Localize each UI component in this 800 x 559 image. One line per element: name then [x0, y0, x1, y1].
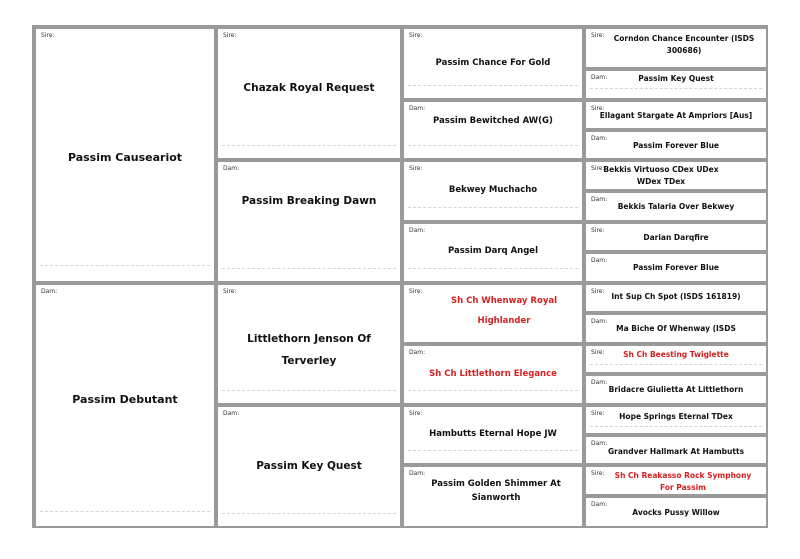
dam-sire-sire-name: Sh Ch Whenway Royal Highlander	[450, 296, 558, 326]
dam-dam-sire-box	[402, 405, 584, 465]
dam-sire-sire-box	[402, 283, 584, 344]
dam-label: Dam:	[409, 105, 426, 112]
sire-name: Passim Causeariot	[67, 151, 183, 164]
gen4-name: Grandver Hallmark At Hambutts	[607, 447, 745, 456]
gen4-box: Sire: Sh Ch Beesting Twiglette	[584, 344, 768, 374]
gen4-name: Sh Ch Beesting Twiglette	[623, 350, 729, 359]
gen4-box: Sire: Bekkis Virtuoso CDex UDex WDex TDex	[584, 160, 768, 191]
gen4-box: Dam: Grandver Hallmark At Hambutts	[584, 435, 768, 465]
sire-label: Sire:	[409, 32, 423, 39]
gen4-name: Passim Key Quest	[638, 74, 714, 83]
dam-label: Dam:	[409, 227, 426, 234]
gen4-name: Ma Biche Of Whenway (ISDS	[616, 324, 736, 333]
sire-box	[34, 27, 216, 283]
gen4-name: Bekkis Virtuoso CDex UDex WDex TDex	[603, 165, 719, 186]
gen4-box: Sire: Sh Ch Reakasso Rock Symphony For Passim	[584, 465, 768, 496]
gen4-name: Corndon Chance Encounter (ISDS 300686)	[613, 34, 755, 55]
gen4-box: Sire: Ellagant Stargate At Ampriors [Aus]	[584, 100, 768, 130]
dam-dam-box	[216, 405, 402, 528]
gen4-box: Sire: Int Sup Ch Spot (ISDS 161819)	[584, 283, 768, 313]
gen4-box: Dam: Ma Biche Of Whenway (ISDS	[584, 313, 768, 344]
gen4-box: Dam: Passim Forever Blue	[584, 252, 768, 283]
dam-sire-name: Littlethorn Jenson Of Terverley	[247, 333, 371, 367]
gen4-name: Darian Darqfire	[643, 233, 709, 242]
dam-label: Dam:	[41, 288, 58, 295]
gen4-name: Sh Ch Reakasso Rock Symphony For Passim	[614, 471, 752, 492]
dam-sire-box	[216, 283, 402, 405]
dam-dam-dam-name: Passim Golden Shimmer At Sianworth	[431, 479, 561, 503]
sire-sire-dam-box	[402, 100, 584, 160]
gen4-name: Avocks Pussy Willow	[632, 508, 720, 517]
gen4-name: Bridacre Giulietta At Littlethorn	[608, 385, 744, 394]
gen4-box: Dam: Avocks Pussy Willow	[584, 496, 768, 528]
gen4-name: Hope Springs Eternal TDex	[619, 412, 733, 421]
sire-sire-sire-name: Passim Chance For Gold	[435, 58, 551, 68]
gen4-box: Dam: Passim Key Quest	[584, 69, 768, 100]
dam-dam-sire-name: Hambutts Eternal Hope JW	[429, 429, 557, 439]
sire-dam-dam-box	[402, 222, 584, 283]
gen4-box: Dam: Bekkis Talaria Over Bekwey	[584, 191, 768, 222]
sire-sire-name: Chazak Royal Request	[243, 82, 375, 94]
gen4-box: Sire: Darian Darqfire	[584, 222, 768, 252]
dam-label: Dam:	[409, 470, 426, 477]
sire-dam-sire-box	[402, 160, 584, 222]
sire-dam-box	[216, 160, 402, 283]
dam-name: Passim Debutant	[72, 393, 178, 406]
dam-dam-name: Passim Key Quest	[256, 460, 362, 472]
gen4-box: Dam: Bridacre Giulietta At Littlethorn	[584, 374, 768, 405]
sire-dam-sire-name: Bekwey Muchacho	[448, 185, 538, 195]
sire-sire-sire-box	[402, 27, 584, 100]
dam-label: Dam:	[223, 165, 240, 172]
sire-label: Sire:	[41, 32, 55, 39]
gen4-name: Int Sup Ch Spot (ISDS 161819)	[611, 292, 741, 301]
gen4-name: Bekkis Talaria Over Bekwey	[617, 202, 735, 211]
gen4-name: Passim Forever Blue	[632, 141, 720, 150]
dam-sire-dam-name: Sh Ch Littlethorn Elegance	[429, 369, 557, 379]
gen4-box: Dam: Passim Forever Blue	[584, 130, 768, 160]
dam-label: Dam:	[223, 410, 240, 417]
sire-dam-name: Passim Breaking Dawn	[241, 195, 377, 207]
sire-dam-dam-name: Passim Darq Angel	[447, 246, 538, 256]
sire-sire-box	[216, 27, 402, 160]
sire-label: Sire:	[409, 165, 423, 172]
dam-sire-dam-box	[402, 344, 584, 405]
sire-label: Sire:	[409, 288, 423, 295]
sire-label: Sire:	[223, 32, 237, 39]
gen4-name: Ellagant Stargate At Ampriors [Aus]	[599, 111, 753, 120]
gen4-name: Passim Forever Blue	[632, 263, 720, 272]
sire-sire-dam-name: Passim Bewitched AW(G)	[433, 116, 553, 126]
dam-box	[34, 283, 216, 528]
dam-label: Dam:	[409, 349, 426, 356]
sire-label: Sire:	[223, 288, 237, 295]
gen4-box: Sire: Hope Springs Eternal TDex	[584, 405, 768, 435]
gen4-box: Sire: Corndon Chance Encounter (ISDS 300686)	[584, 27, 768, 69]
dam-dam-dam-box	[402, 465, 584, 528]
pedigree-chart	[32, 25, 768, 528]
sire-label: Sire:	[409, 410, 423, 417]
